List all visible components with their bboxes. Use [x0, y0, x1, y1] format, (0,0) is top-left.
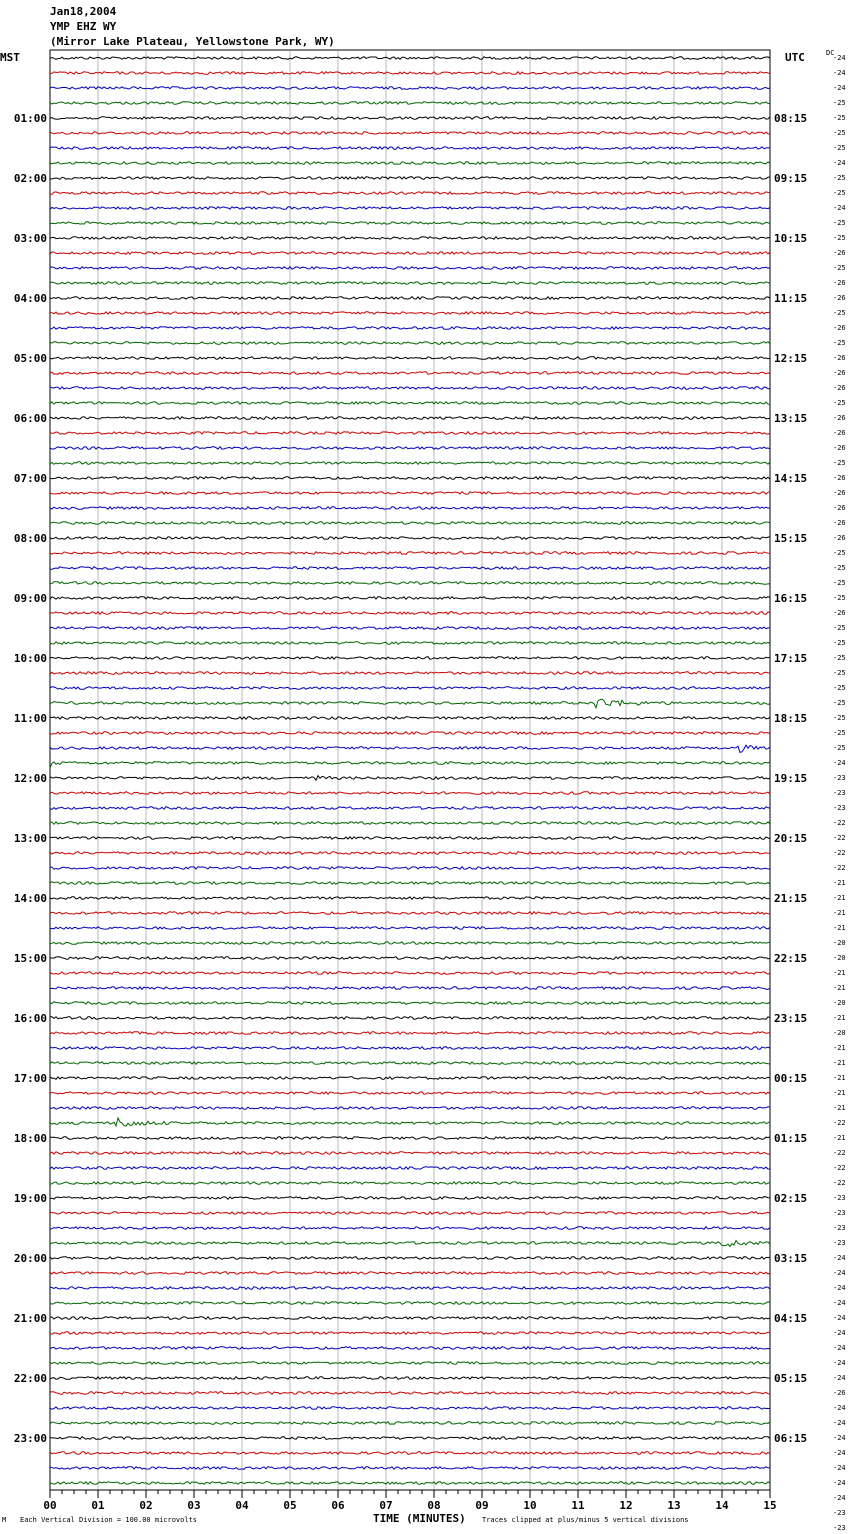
seismic-trace: [50, 102, 770, 105]
seismic-trace: [50, 1422, 770, 1425]
seismic-trace: [50, 762, 770, 768]
x-tick-label: 05: [283, 1499, 297, 1512]
seismic-trace: [50, 147, 770, 150]
dc-offset-value: -21: [833, 969, 846, 977]
dc-offset-value: -23: [833, 774, 846, 782]
dc-offset-value: -24: [833, 1284, 846, 1292]
dc-offset-value: -26: [833, 519, 846, 527]
hour-label-left: 13:00: [13, 832, 47, 845]
seismic-trace: [50, 1077, 770, 1080]
right-timezone-label: UTC: [785, 51, 805, 64]
dc-offset-value: -22: [833, 819, 846, 827]
record-date: Jan18,2004: [50, 5, 117, 18]
seismic-trace: [50, 1241, 770, 1247]
seismic-trace: [50, 1137, 770, 1140]
dc-offset-value: -24: [833, 159, 846, 167]
dc-offset-value: -25: [833, 129, 846, 137]
hour-label-right: 09:15: [774, 172, 808, 185]
dc-offset-value: -24: [833, 1419, 846, 1427]
seismic-trace: [50, 417, 770, 420]
seismic-trace: [50, 717, 770, 720]
seismic-trace: [50, 1197, 770, 1200]
dc-offset-value: -21: [833, 894, 846, 902]
seismic-trace: [50, 699, 770, 708]
seismic-trace: [50, 1377, 770, 1380]
dc-offset-value: -20: [833, 954, 846, 962]
hour-label-left: 16:00: [13, 1012, 47, 1025]
seismic-trace: [50, 1212, 770, 1215]
x-tick-label: 04: [235, 1499, 249, 1512]
seismic-trace: [50, 507, 770, 510]
dc-offset-value: -23: [833, 1239, 846, 1247]
dc-offset-value: -25: [833, 399, 846, 407]
seismic-trace: [50, 342, 770, 345]
seismic-trace: [50, 627, 770, 630]
seismic-trace: [50, 267, 770, 270]
dc-offset-value: -21: [833, 909, 846, 917]
seismic-trace: [50, 297, 770, 300]
hour-label-right: 23:15: [774, 1012, 808, 1025]
dc-offset-value: -25: [833, 594, 846, 602]
hour-label-right: 05:15: [774, 1372, 808, 1385]
seismic-trace: [50, 387, 770, 390]
dc-offset-value: -20: [833, 1029, 846, 1037]
dc-offset-value: -24: [833, 1269, 846, 1277]
dc-offset-value: -23: [833, 1209, 846, 1217]
hour-label-left: 10:00: [13, 652, 47, 665]
dc-offset-value: -26: [833, 249, 846, 257]
hour-label-right: 08:15: [774, 112, 808, 125]
seismic-trace: [50, 252, 770, 255]
hour-label-right: 18:15: [774, 712, 808, 725]
dc-offset-value: -25: [833, 579, 846, 587]
dc-offset-value: -26: [833, 474, 846, 482]
hour-label-left: 05:00: [13, 352, 47, 365]
dc-offset-value: -25: [833, 714, 846, 722]
dc-offset-value: -24: [833, 69, 846, 77]
x-tick-label: 03: [187, 1499, 201, 1512]
dc-offset-value: -26: [833, 369, 846, 377]
hour-label-left: 18:00: [13, 1132, 47, 1145]
dc-offset-value: -24: [833, 1404, 846, 1412]
dc-offset-value: -26: [833, 444, 846, 452]
seismic-trace: [50, 1062, 770, 1065]
dc-offset-value: -25: [833, 174, 846, 182]
dc-offset-value: -24: [833, 1329, 846, 1337]
dc-offset-value: -24: [833, 84, 846, 92]
seismic-trace: [50, 1287, 770, 1290]
x-tick-label: 06: [331, 1499, 345, 1512]
hour-label-left: 23:00: [13, 1432, 47, 1445]
left-timezone-label: MST: [0, 51, 20, 64]
seismic-trace: [50, 462, 770, 465]
hour-label-left: 12:00: [13, 772, 47, 785]
x-axis-label: TIME (MINUTES): [373, 1512, 466, 1525]
hour-label-left: 01:00: [13, 112, 47, 125]
dc-offset-value: -25: [833, 144, 846, 152]
seismic-trace: [50, 957, 770, 960]
hour-label-left: 09:00: [13, 592, 47, 605]
dc-offset-value: -24: [833, 1254, 846, 1262]
hour-label-right: 22:15: [774, 952, 808, 965]
seismic-trace: [50, 792, 770, 795]
hour-label-right: 02:15: [774, 1192, 808, 1205]
seismic-trace: [50, 72, 770, 75]
hour-label-left: 06:00: [13, 412, 47, 425]
dc-offset-value: -25: [833, 99, 846, 107]
dc-offset-value: -26: [833, 384, 846, 392]
hour-label-right: 03:15: [774, 1252, 808, 1265]
seismic-trace: [50, 1467, 770, 1470]
seismic-trace: [50, 942, 770, 945]
dc-offset-value: -25: [833, 339, 846, 347]
dc-offset-header: DC: [826, 49, 835, 57]
seismic-trace: [50, 1182, 770, 1185]
seismic-trace: [50, 745, 770, 752]
clip-note: Traces clipped at plus/minus 5 vertical divisions: [482, 1516, 689, 1524]
dc-offset-value: -22: [833, 1179, 846, 1187]
dc-offset-value: -25: [833, 699, 846, 707]
dc-offset-value: -23: [833, 1509, 846, 1517]
seismic-trace: [50, 1392, 770, 1395]
dc-offset-value: -26: [833, 489, 846, 497]
hour-label-right: 15:15: [774, 532, 808, 545]
dc-offset-value: -25: [833, 624, 846, 632]
seismic-trace: [50, 1017, 770, 1020]
seismic-trace: [50, 582, 770, 585]
dc-offset-value: -25: [833, 639, 846, 647]
hour-label-right: 11:15: [774, 292, 808, 305]
dc-offset-value: -25: [833, 234, 846, 242]
hour-label-right: 21:15: [774, 892, 808, 905]
seismic-trace: [50, 987, 770, 990]
dc-offset-value: -24: [833, 1344, 846, 1352]
seismic-trace: [50, 657, 770, 660]
hour-label-right: 06:15: [774, 1432, 808, 1445]
dc-offset-value: -26: [833, 294, 846, 302]
seismic-trace: [50, 1092, 770, 1095]
seismic-trace: [50, 57, 770, 60]
dc-offset-value: -21: [833, 1014, 846, 1022]
seismic-trace: [50, 1407, 770, 1410]
seismic-trace: [50, 447, 770, 450]
x-tick-label: 08: [427, 1499, 441, 1512]
dc-offset-value: -21: [833, 1044, 846, 1052]
hour-label-right: 17:15: [774, 652, 808, 665]
hour-label-left: 22:00: [13, 1372, 47, 1385]
dc-offset-value: -21: [833, 1089, 846, 1097]
dc-offset-value: -22: [833, 849, 846, 857]
x-tick-label: 01: [91, 1499, 105, 1512]
seismic-trace: [50, 732, 770, 735]
seismic-trace: [50, 1332, 770, 1335]
x-tick-label: 15: [763, 1499, 777, 1512]
dc-offset-value: -22: [833, 1164, 846, 1172]
seismic-trace: [50, 372, 770, 375]
dc-offset-value: -23: [833, 1224, 846, 1232]
dc-offset-value: -23: [833, 789, 846, 797]
seismic-trace: [50, 207, 770, 210]
dc-offset-value: -23: [833, 804, 846, 812]
seismic-trace: [50, 642, 770, 645]
seismic-trace: [50, 282, 770, 285]
dc-offset-value: -25: [833, 549, 846, 557]
x-tick-label: 02: [139, 1499, 153, 1512]
seismic-trace: [50, 402, 770, 405]
seismic-trace: [50, 357, 770, 360]
seismic-trace: [50, 1032, 770, 1035]
dc-offset-value: -23: [833, 1524, 846, 1532]
seismic-trace: [50, 1362, 770, 1365]
dc-offset-value: -20: [833, 999, 846, 1007]
seismic-trace: [50, 1437, 770, 1440]
dc-offset-value: -22: [833, 864, 846, 872]
dc-offset-value: -25: [833, 189, 846, 197]
seismic-trace: [50, 1257, 770, 1260]
dc-offset-value: -26: [833, 414, 846, 422]
dc-offset-value: -26: [833, 429, 846, 437]
seismic-trace: [50, 117, 770, 120]
dc-offset-value: -25: [833, 729, 846, 737]
dc-offset-value: -25: [833, 564, 846, 572]
scale-note: Each Vertical Division = 100.00 microvolts: [20, 1516, 198, 1524]
seismic-trace: [50, 1302, 770, 1305]
dc-offset-value: -21: [833, 879, 846, 887]
hour-label-right: 19:15: [774, 772, 808, 785]
seismic-trace: [50, 162, 770, 165]
hour-label-left: 08:00: [13, 532, 47, 545]
dc-offset-value: -24: [833, 1359, 846, 1367]
x-tick-label: 13: [667, 1499, 681, 1512]
hour-label-left: 11:00: [13, 712, 47, 725]
dc-offset-value: -25: [833, 219, 846, 227]
seismic-trace: [50, 837, 770, 840]
seismic-trace: [50, 1047, 770, 1050]
dc-offset-value: -25: [833, 309, 846, 317]
x-tick-label: 00: [43, 1499, 57, 1512]
hour-label-right: 20:15: [774, 832, 808, 845]
seismic-trace: [50, 237, 770, 240]
seismic-trace: [50, 687, 770, 690]
footer-mark: M: [2, 1516, 7, 1524]
x-tick-label: 09: [475, 1499, 489, 1512]
seismic-trace: [50, 672, 770, 675]
seismic-trace: [50, 597, 770, 600]
hour-label-right: 16:15: [774, 592, 808, 605]
seismic-trace: [50, 552, 770, 555]
seismic-trace: [50, 222, 770, 225]
seismic-trace: [50, 1107, 770, 1110]
seismic-trace: [50, 177, 770, 180]
x-tick-label: 14: [715, 1499, 729, 1512]
seismic-trace: [50, 1118, 770, 1126]
dc-offset-value: -25: [833, 459, 846, 467]
seismic-trace: [50, 432, 770, 435]
dc-offset-value: -24: [833, 54, 846, 62]
dc-offset-value: -21: [833, 924, 846, 932]
x-tick-label: 12: [619, 1499, 633, 1512]
seismic-trace: [50, 1317, 770, 1320]
seismic-trace: [50, 867, 770, 870]
hour-label-left: 21:00: [13, 1312, 47, 1325]
hour-label-right: 01:15: [774, 1132, 808, 1145]
dc-offset-value: -25: [833, 744, 846, 752]
seismic-trace: [50, 1152, 770, 1155]
dc-offset-value: -24: [833, 1479, 846, 1487]
dc-offset-value: -24: [833, 1494, 846, 1502]
dc-offset-value: -26: [833, 354, 846, 362]
dc-offset-value: -24: [833, 1449, 846, 1457]
hour-label-right: 10:15: [774, 232, 808, 245]
dc-offset-value: -21: [833, 1134, 846, 1142]
dc-offset-value: -24: [833, 1374, 846, 1382]
hour-label-right: 14:15: [774, 472, 808, 485]
dc-offset-value: -26: [833, 1389, 846, 1397]
seismic-trace: [50, 807, 770, 810]
seismic-trace: [50, 477, 770, 480]
seismic-trace: [50, 1272, 770, 1275]
station-code: YMP EHZ WY: [50, 20, 117, 33]
dc-offset-value: -25: [833, 669, 846, 677]
dc-offset-value: -26: [833, 609, 846, 617]
x-tick-label: 10: [523, 1499, 537, 1512]
dc-offset-value: -25: [833, 654, 846, 662]
seismic-trace: [50, 1452, 770, 1455]
seismic-trace: [50, 927, 770, 930]
hour-label-left: 07:00: [13, 472, 47, 485]
x-tick-label: 11: [571, 1499, 585, 1512]
dc-offset-value: -24: [833, 1299, 846, 1307]
dc-offset-value: -26: [833, 504, 846, 512]
dc-offset-value: -21: [833, 984, 846, 992]
seismic-trace: [50, 852, 770, 855]
seismic-trace: [50, 612, 770, 615]
dc-offset-value: -24: [833, 1314, 846, 1322]
hour-label-left: 04:00: [13, 292, 47, 305]
seismic-trace: [50, 822, 770, 825]
dc-offset-value: -21: [833, 1104, 846, 1112]
dc-offset-value: -25: [833, 264, 846, 272]
seismic-trace: [50, 1002, 770, 1005]
dc-offset-value: -26: [833, 279, 846, 287]
seismic-trace: [50, 776, 770, 781]
hour-label-left: 14:00: [13, 892, 47, 905]
dc-offset-value: -23: [833, 1194, 846, 1202]
dc-offset-value: -24: [833, 204, 846, 212]
seismic-trace: [50, 1167, 770, 1170]
seismic-trace: [50, 1227, 770, 1230]
hour-label-left: 15:00: [13, 952, 47, 965]
dc-offset-value: -26: [833, 534, 846, 542]
dc-offset-value: -24: [833, 1434, 846, 1442]
seismic-trace: [50, 912, 770, 915]
hour-label-right: 12:15: [774, 352, 808, 365]
seismic-trace: [50, 882, 770, 885]
hour-label-left: 19:00: [13, 1192, 47, 1205]
seismic-trace: [50, 492, 770, 495]
seismic-trace: [50, 1482, 770, 1485]
dc-offset-value: -20: [833, 939, 846, 947]
dc-offset-value: -22: [833, 1119, 846, 1127]
dc-offset-value: -24: [833, 1464, 846, 1472]
dc-offset-value: -21: [833, 1074, 846, 1082]
seismic-trace: [50, 327, 770, 330]
seismic-trace: [50, 522, 770, 525]
station-location: (Mirror Lake Plateau, Yellowstone Park, WY): [50, 35, 335, 48]
dc-offset-value: -24: [833, 759, 846, 767]
hour-label-right: 00:15: [774, 1072, 808, 1085]
hour-label-right: 04:15: [774, 1312, 808, 1325]
seismic-trace: [50, 132, 770, 135]
dc-offset-value: -25: [833, 684, 846, 692]
seismic-trace: [50, 1347, 770, 1350]
hour-label-left: 03:00: [13, 232, 47, 245]
dc-offset-value: -21: [833, 1059, 846, 1067]
hour-label-left: 02:00: [13, 172, 47, 185]
dc-offset-value: -22: [833, 834, 846, 842]
dc-offset-value: -26: [833, 324, 846, 332]
seismic-trace: [50, 537, 770, 540]
seismic-trace: [50, 897, 770, 900]
x-tick-label: 07: [379, 1499, 393, 1512]
seismic-trace: [50, 87, 770, 90]
hour-label-left: 20:00: [13, 1252, 47, 1265]
seismic-trace: [50, 192, 770, 195]
seismic-trace: [50, 312, 770, 315]
dc-offset-value: -25: [833, 114, 846, 122]
dc-offset-value: -22: [833, 1149, 846, 1157]
seismic-trace: [50, 972, 770, 975]
hour-label-right: 13:15: [774, 412, 808, 425]
seismic-trace: [50, 567, 770, 570]
hour-label-left: 17:00: [13, 1072, 47, 1085]
